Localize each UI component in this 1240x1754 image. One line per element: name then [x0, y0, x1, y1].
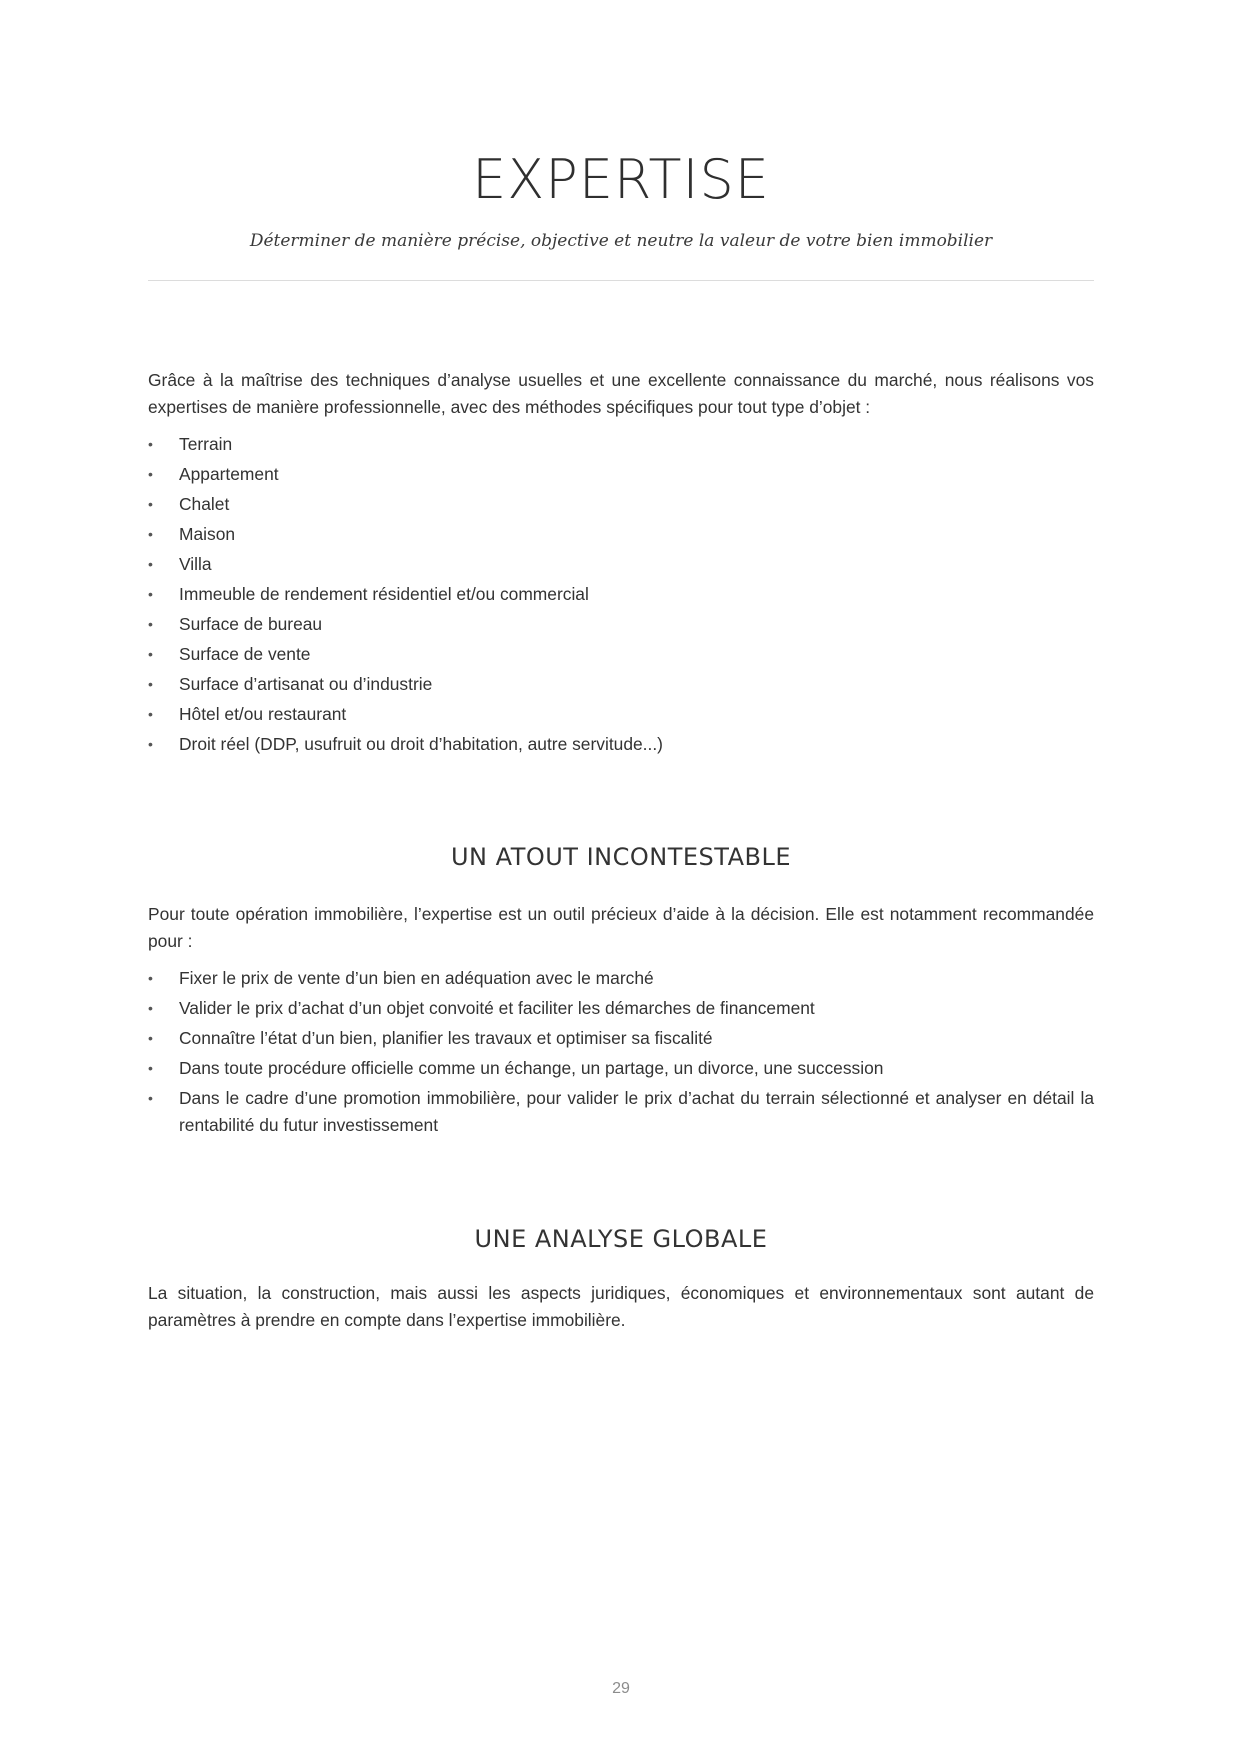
list-item: [148, 1055, 1094, 1082]
list-item-text: Surface de bureau: [179, 614, 323, 634]
bullet-icon: •: [148, 496, 153, 512]
intro-paragraph: Grâce à la maîtrise des techniques d’analyse usuelles et une excellente connaissance du marché, nous réalisons vos expertises de manière professionnelle, avec des méthodes spécifiques pour tout type d’objet :: [148, 370, 1094, 417]
bullet-icon: •: [148, 1030, 153, 1046]
bullet-icon: •: [148, 556, 153, 572]
bullet-icon: •: [148, 586, 153, 602]
header-divider: [148, 280, 1094, 281]
list-item: [148, 491, 1094, 518]
document-page: [148, 0, 1094, 1754]
list-item-text: Dans le cadre d’une promotion immobilière, pour valider le prix d’achat du terrain sélectionné et analyser en détail la rentabilité du futur investissement: [179, 1088, 1094, 1135]
list-item: [148, 1025, 1094, 1052]
list-item-text: Appartement: [179, 464, 279, 484]
bullet-icon: •: [148, 466, 153, 482]
list-item-text: Surface de vente: [179, 644, 311, 664]
section-analyse-paragraph: La situation, la construction, mais aussi les aspects juridiques, économiques et environnementaux sont autant de paramètres à prendre en compte dans l’expertise immobilière.: [148, 1283, 1094, 1330]
list-item-text: Fixer le prix de vente d’un bien en adéquation avec le marché: [179, 968, 654, 988]
list-item-text: Hôtel et/ou restaurant: [179, 704, 347, 724]
object-type-list: [148, 431, 1094, 758]
list-item-text: Connaître l’état d’un bien, planifier les travaux et optimiser sa fiscalité: [179, 1028, 713, 1048]
section-title-atout: UN ATOUT INCONTESTABLE: [450, 843, 791, 871]
bullet-icon: •: [148, 676, 153, 692]
list-item-text: Valider le prix d’achat d’un objet convoité et faciliter les démarches de financement: [179, 998, 815, 1018]
list-item-text: Villa: [179, 554, 212, 574]
list-item-text: Maison: [179, 524, 236, 544]
bullet-icon: •: [148, 736, 153, 752]
page-number: 29: [612, 1680, 630, 1697]
list-item: [148, 701, 1094, 728]
section-analyse: [148, 1280, 1094, 1334]
bullet-icon: •: [148, 526, 153, 542]
list-item-text: Surface d’artisanat ou d’industrie: [179, 674, 433, 694]
list-item: [148, 581, 1094, 608]
bullet-icon: •: [148, 436, 153, 452]
recommendation-list: [148, 965, 1094, 1139]
bullet-icon: •: [148, 1090, 153, 1106]
bullet-icon: •: [148, 646, 153, 662]
bullet-icon: •: [148, 1060, 153, 1076]
list-item: [148, 431, 1094, 458]
page-subtitle: Déterminer de manière précise, objective et neutre la valeur de votre bien immobilier: [249, 231, 993, 251]
list-item-text: Immeuble de rendement résidentiel et/ou commercial: [179, 584, 589, 604]
list-item: [148, 995, 1094, 1022]
intro-section: [148, 367, 1094, 758]
list-item-text: Dans toute procédure officielle comme un échange, un partage, un divorce, une succession: [179, 1058, 884, 1078]
list-item-text: Droit réel (DDP, usufruit ou droit d’habitation, autre servitude...): [179, 734, 663, 754]
bullet-icon: •: [148, 970, 153, 986]
bullet-icon: •: [148, 1000, 153, 1016]
list-item: [148, 1085, 1094, 1139]
section-atout-paragraph: Pour toute opération immobilière, l’expertise est un outil précieux d’aide à la décision. Elle est notamment recommandée pour :: [148, 904, 1094, 951]
bullet-icon: •: [148, 616, 153, 632]
list-item: [148, 641, 1094, 668]
list-item: [148, 551, 1094, 578]
list-item: [148, 731, 1094, 758]
list-item-text: Terrain: [179, 434, 233, 454]
list-item: [148, 461, 1094, 488]
list-item: [148, 611, 1094, 638]
page-title: EXPERTISE: [472, 148, 770, 211]
list-item: [148, 671, 1094, 698]
section-atout: [148, 901, 1094, 1139]
list-item: [148, 521, 1094, 548]
bullet-icon: •: [148, 706, 153, 722]
list-item-text: Chalet: [179, 494, 230, 514]
list-item: [148, 965, 1094, 992]
section-title-analyse: UNE ANALYSE GLOBALE: [474, 1225, 768, 1253]
